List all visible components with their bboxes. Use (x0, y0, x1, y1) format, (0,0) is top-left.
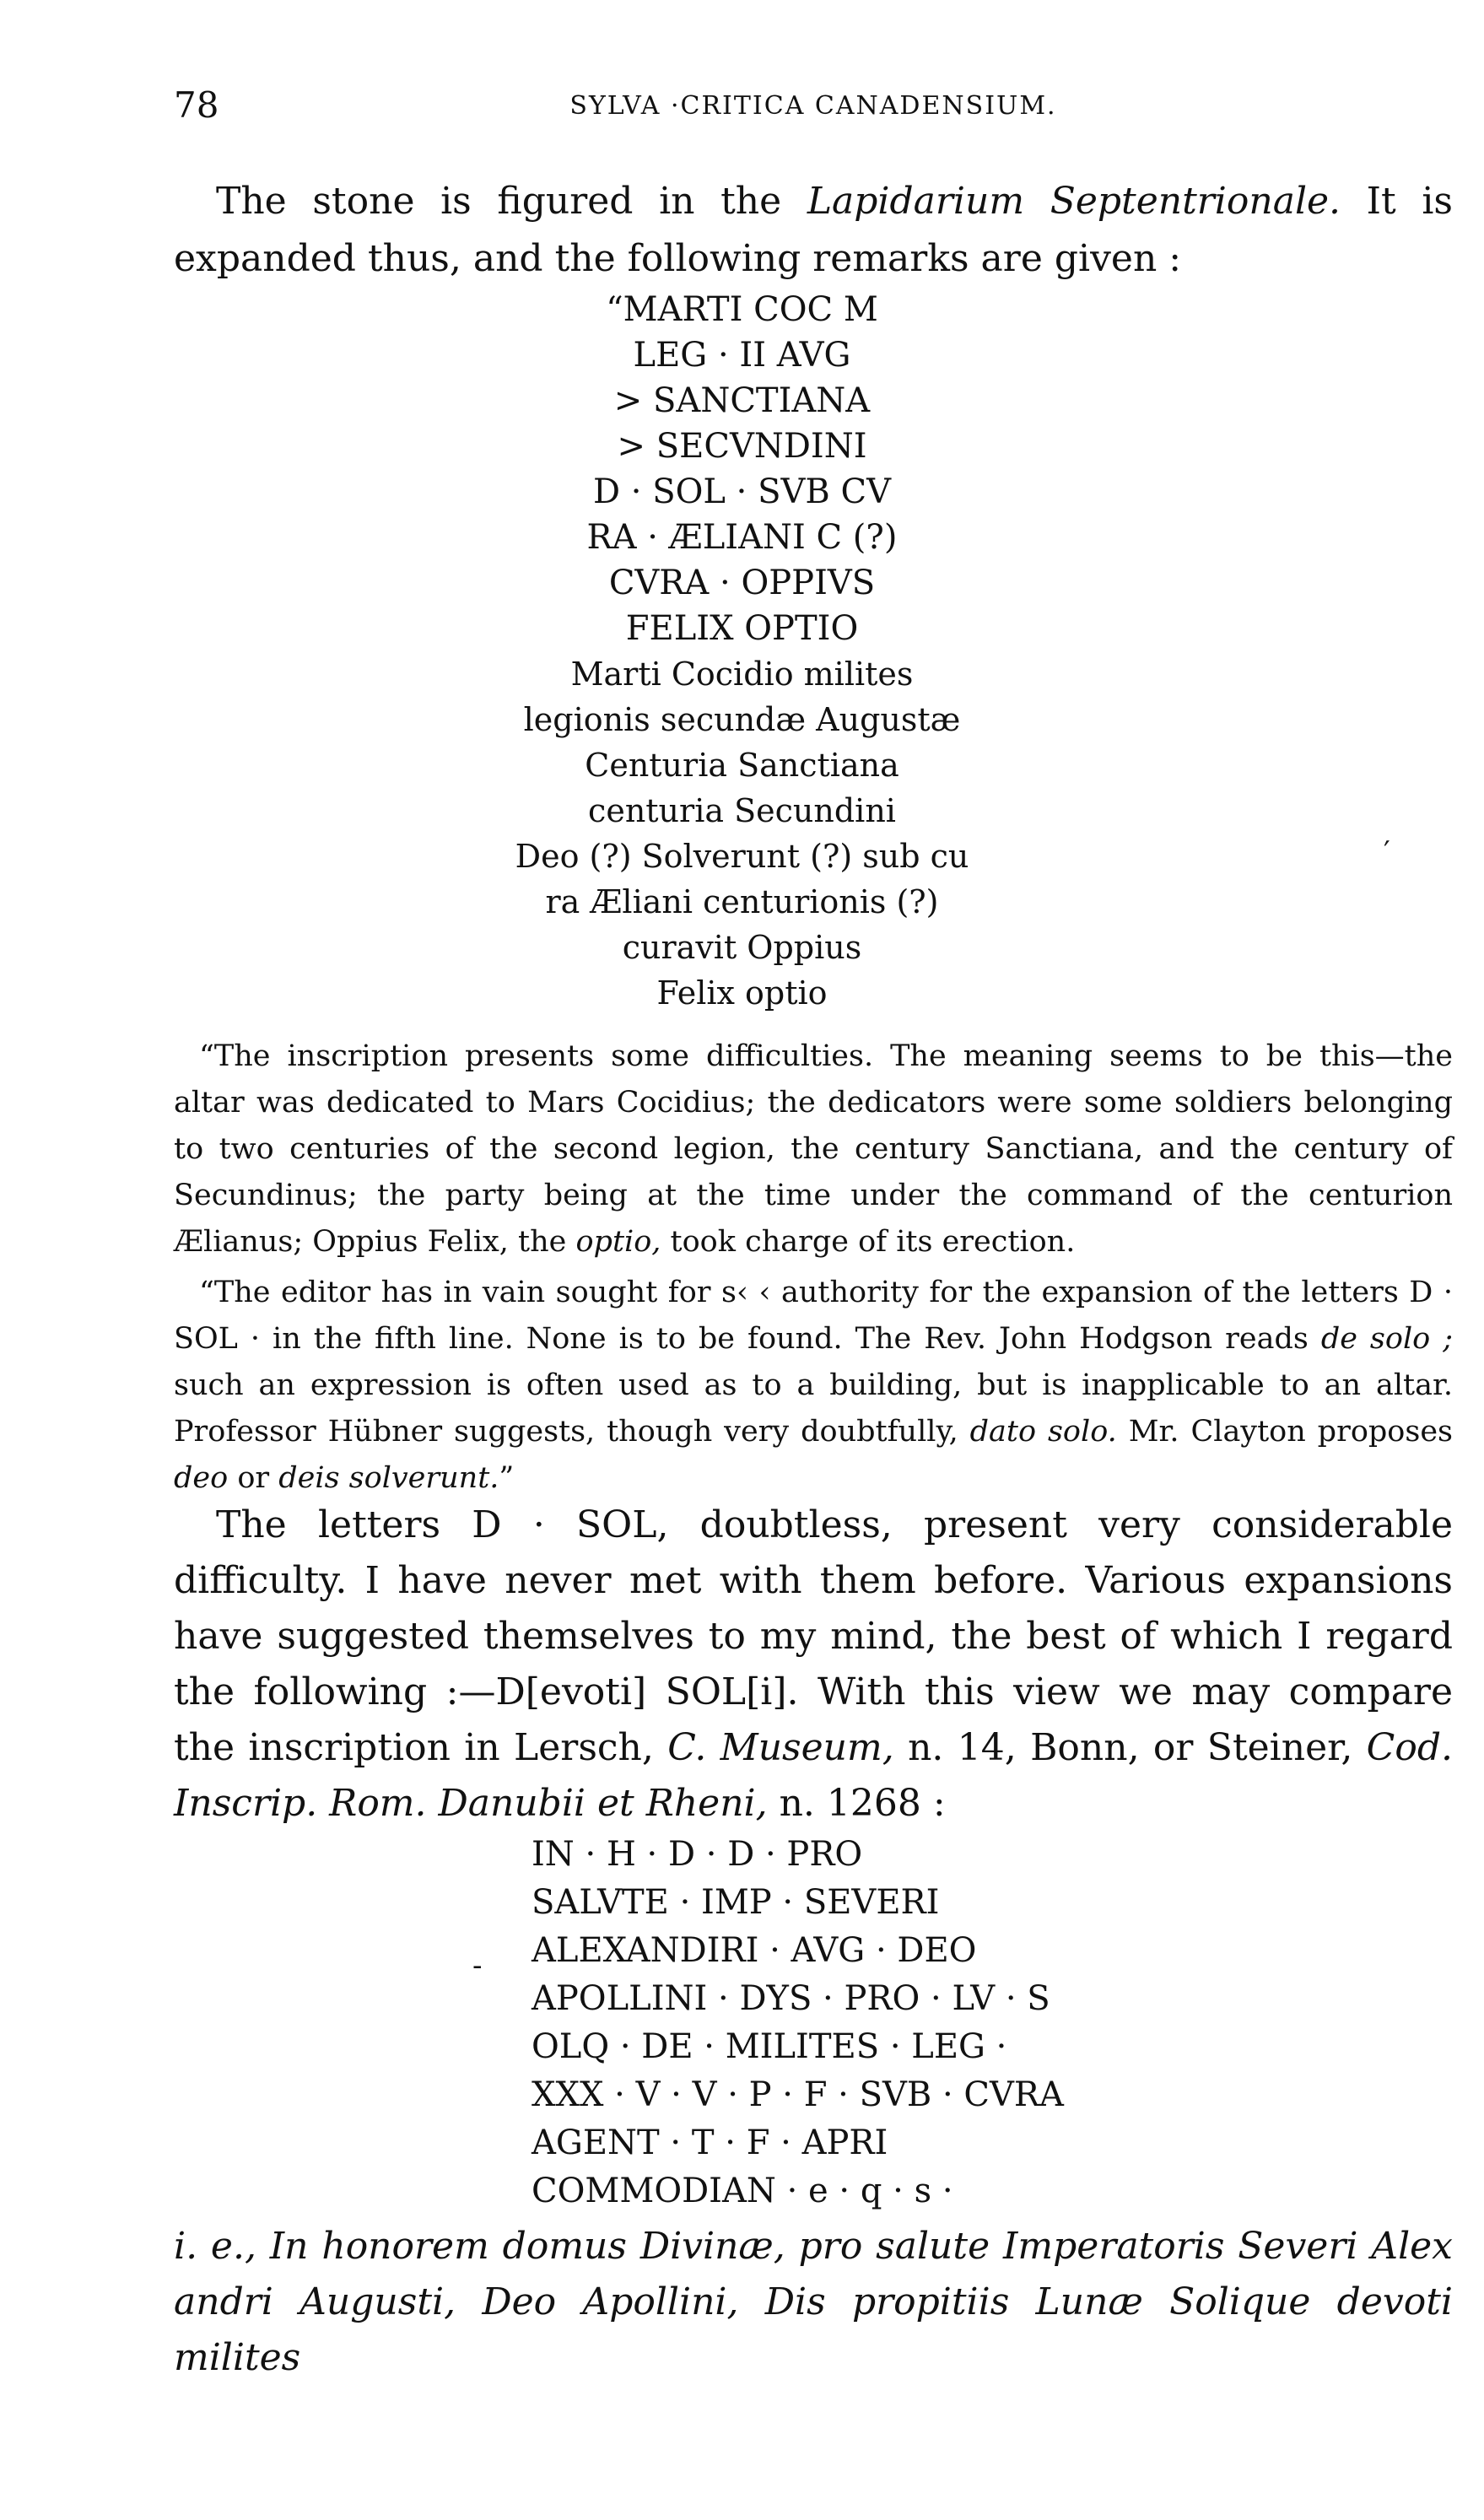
expansion-line: Marti Cocidio milites (570, 656, 914, 693)
inscription-2-line: ALEXANDIRI · AVG · DEO (532, 1931, 977, 1970)
inscription-1-line: FELIX OPTIO (625, 609, 859, 648)
inscription-1-line: “MARTI COC M (606, 290, 878, 329)
page-number: 78 (174, 84, 219, 126)
dato-solo-term: dato solo. (969, 1415, 1117, 1449)
quote-2-text-clayton: Mr. Clayton proposes (1116, 1415, 1453, 1449)
quote-1-text-end: took charge of its erection. (661, 1225, 1076, 1259)
expansion-line: Deo (?) Solverunt (?) sub cu (515, 838, 969, 875)
inscription-2-line: IN · H · D · D · PRO (532, 1835, 863, 1874)
main-text-middle: n. 14, Bonn, or Steiner, (893, 1726, 1367, 1769)
inscription-1-line: > SECVNDINI (617, 427, 867, 466)
source-title: Lapidarium Septentrionale. (807, 180, 1341, 223)
expansion-line: legionis secundæ Augustæ (523, 701, 961, 738)
page-header (174, 84, 1453, 135)
expansion-line: Centuria Sanctiana (585, 747, 899, 784)
inscription-2-line: XXX · V · V · P · F · SVB · CVRA (532, 2075, 1064, 2114)
inscription-1-line: CVRA · OPPIVS (608, 564, 876, 602)
expansion-line: Felix optio (656, 974, 828, 1012)
optio-term: optio, (575, 1225, 661, 1259)
deis-solverunt-term: deis solverunt. (278, 1461, 499, 1495)
quoted-remark-1 (174, 1033, 1453, 1265)
inscription-1-line: > SANCTIANA (613, 381, 871, 420)
quote-2-or: or (228, 1461, 279, 1495)
expansion-line: curavit Oppius (622, 929, 862, 966)
inscription-2-line: OLQ · DE · MILITES · LEG · (532, 2027, 1007, 2066)
main-paragraph (174, 1497, 1453, 1832)
expansion-line: centuria Secundini (588, 792, 896, 829)
inscription-1-line: RA · ÆLIANI C (?) (586, 518, 898, 557)
de-solo-term: de solo ; (1320, 1322, 1453, 1356)
inscription-2-line: AGENT · T · F · APRI (532, 2123, 888, 2162)
inscription-2-line: COMMODIAN · e · q · s · (532, 2172, 953, 2210)
inscription-2-line: SALVTE · IMP · SEVERI (532, 1883, 940, 1922)
cod-inscrip-title: Cod. Inscrip. Rom. Danubii et Rheni, (174, 1726, 1453, 1825)
intro-paragraph (174, 173, 1453, 288)
main-text: The letters D · SOL, doubtless, present very considerable difficulty. I have never met with them before. Various expansions have suggested themselves to my mind, the best of which I regard the following :—D[evoti] SOL[i]. With this view we may compare the inscription in Lersch, (174, 1503, 1453, 1769)
quote-2-close: ” (499, 1461, 515, 1495)
inscription-1 (0, 287, 1484, 1016)
running-head: SYLVA ·CRITICA CANADENSIUM. (569, 91, 1057, 121)
c-museum-title: C. Museum, (667, 1726, 894, 1769)
stray-accent-mark: ′ (1384, 835, 1390, 869)
expansion-line: ra Æliani centurionis (?) (545, 883, 939, 920)
deo-term: deo (174, 1461, 229, 1495)
quote-1-text: “The inscription presents some difficulties. The meaning seems to be this—the altar was dedicated to Mars Cocidius; the dedicators were some soldiers belonging to two centuries of the second legion, the century Sanctiana, and the century of Secundinus; the party being at the time under the command of the centurion Ælianus; Oppius Felix, the (174, 1039, 1453, 1259)
inscription-1-line: LEG · II AVG (633, 336, 851, 375)
main-text-end: n. 1268 : (767, 1782, 946, 1825)
inscription-2-line: APOLLINI · DYS · PRO · LV · S (532, 1979, 1050, 2018)
inscription-1-line: D · SOL · SVB CV (592, 472, 891, 511)
inscription-2 (532, 1831, 1064, 2215)
final-paragraph: i. e., In honorem domus Divinæ, pro salute Imperatoris Severi Alex andri Augusti, Deo Apollini, Dis propitiis Lunæ Solique devoti milites (174, 2225, 1453, 2379)
quote-2-text-middle: such an expression is often used as to a building, but is inapplicable to an altar. Professor Hübner suggests, though very doubtfully, (174, 1368, 1453, 1449)
quoted-remark-2 (174, 1270, 1453, 1502)
quote-2-text: “The editor has in vain sought for s‹ ‹ authority for the expansion of the letters D · SOL · in the fifth line. None is to be found. The Rev. John Hodgson reads (174, 1276, 1453, 1356)
stray-dash-mark: - (472, 1949, 483, 1983)
intro-text-after: It is expanded thus, and the following remarks are given : (174, 180, 1454, 280)
intro-text-before: The stone is figured in the (216, 180, 807, 223)
